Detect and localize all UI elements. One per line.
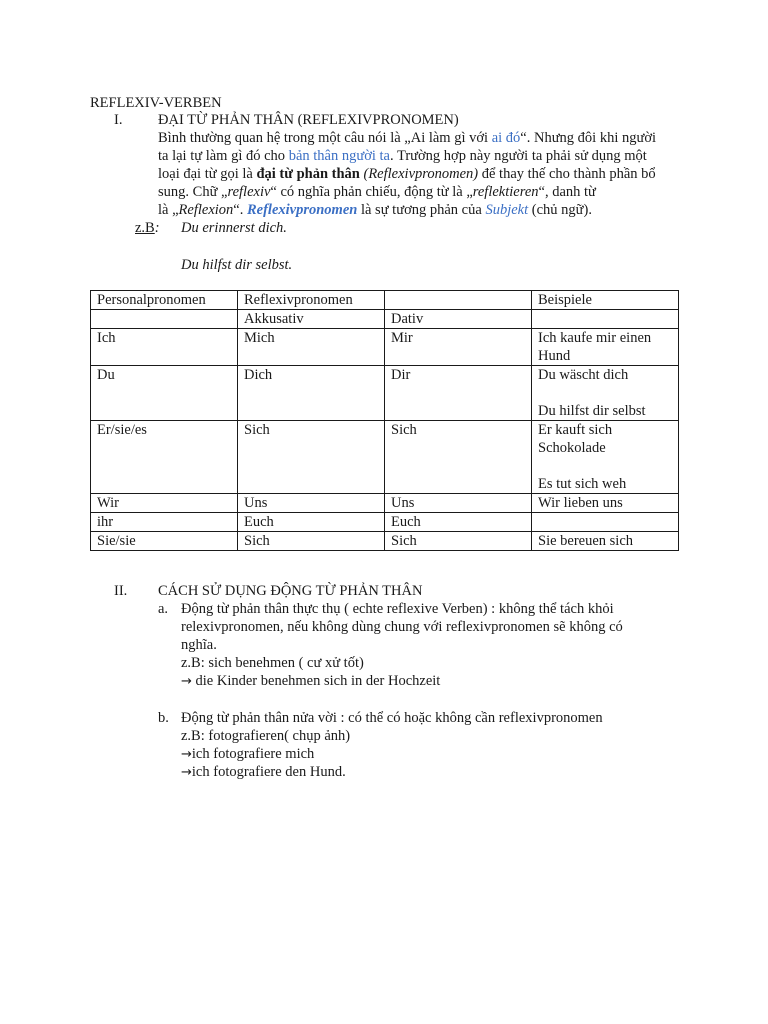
item-b-example: z.B: fotografieren( chụp ảnh) [181,728,351,744]
section-1-number: I. [114,112,123,128]
example-cell: Ich kaufe mir einen Hund [532,329,679,366]
item-a-line: relexivpronomen, nếu không dùng chung với reflexivpronomen sẽ không có [181,619,623,635]
subheader-dativ: Dativ [385,310,532,329]
item-a-label: a. [158,601,169,617]
paragraph-line-5: là „Reflexion“. Reflexivpronomen là sự tương phản của Subjekt (chủ ngữ). [158,202,592,218]
example-cell: Er kauft sich Schokolade Es tut sich weh [532,421,679,494]
example-cell: Sie bereuen sich [532,532,679,551]
header-reflexivpronomen: Reflexivpronomen [238,291,385,310]
reflexivpronomen-table [90,290,679,551]
item-b-arrow-line: →ich fotografiere den Hund. [181,764,346,780]
item-b-line: Động từ phản thân nửa vời : có thể có hoặc không cần reflexivpronomen [181,710,603,726]
header-personalpronomen: Personalpronomen [91,291,238,310]
example-2: Du hilfst dir selbst. [181,257,293,273]
paragraph-line-2: ta lại tự làm gì đó cho bản thân người ta. Trường hợp này người ta phải sử dụng một [158,148,647,164]
paragraph-line-3: loại đại từ gọi là đại từ phản thân (Reflexivpronomen) để thay thế cho thành phần bổ [158,166,656,182]
right-arrow-icon: → [181,674,192,689]
highlight-reflexivpronomen: Reflexivpronomen [246,202,358,218]
highlight-subjekt: Subjekt [485,202,529,218]
bold-term: đại từ phản thân [256,166,360,182]
paragraph-line-1: Bình thường quan hệ trong một câu nói là „Ai làm gì với ai đó“. Nhưng đôi khi người [158,130,657,146]
example-1: Du erinnerst dich. [181,220,287,236]
paragraph-line-4: sung. Chữ „reflexiv“ có nghĩa phản chiếu, động từ là „reflektieren“, danh từ [158,184,596,200]
item-a-example: z.B: sich benehmen ( cư xử tốt) [181,655,364,671]
table-subheader-row [91,310,679,329]
highlight-ban-than: bản thân người ta [288,148,390,164]
example-cell: Wir lieben uns [532,494,679,513]
example-cell: Du wäscht dich Du hilfst dir selbst [532,366,679,421]
table-row: Er/sie/es Sich Sich Er kauft sich Schokolade Es tut sich weh [91,421,679,494]
table-header-row [91,291,679,310]
header-empty [385,291,532,310]
section-2-number: II. [114,583,128,599]
section-1-heading: ĐẠI TỪ PHẢN THÂN (REFLEXIVPRONOMEN) [158,112,459,128]
item-a-arrow-line: → die Kinder benehmen sich in der Hochzeit [181,673,441,689]
section-2-heading: CÁCH SỬ DỤNG ĐỘNG TỪ PHẢN THÂN [158,583,423,599]
highlight-ai-do: ai đó [491,130,521,146]
table-row: ihr Euch Euch [91,513,679,532]
item-a-line: Động từ phản thân thực thụ ( echte reflexive Verben) : không thể tách khỏi [181,601,614,617]
table-row: Sie/sie Sich Sich Sie bereuen sich [91,532,679,551]
item-b-label: b. [158,710,169,726]
right-arrow-icon: → [181,765,192,780]
item-b-arrow-line: →ich fotografiere mich [181,746,315,762]
zb-label: z.B: [135,220,160,236]
table-row: Ich Mich Mir Ich kaufe mir einen Hund [91,329,679,366]
table-row: Wir Uns Uns Wir lieben uns [91,494,679,513]
example-cell [532,513,679,532]
right-arrow-icon: → [181,747,192,762]
subheader-akkusativ: Akkusativ [238,310,385,329]
table-row: Du Dich Dir Du wäscht dich Du hilfst dir selbst [91,366,679,421]
item-a-line: nghĩa. [181,637,217,653]
header-beispiele: Beispiele [532,291,679,310]
document-title: REFLEXIV-VERBEN [90,95,222,111]
